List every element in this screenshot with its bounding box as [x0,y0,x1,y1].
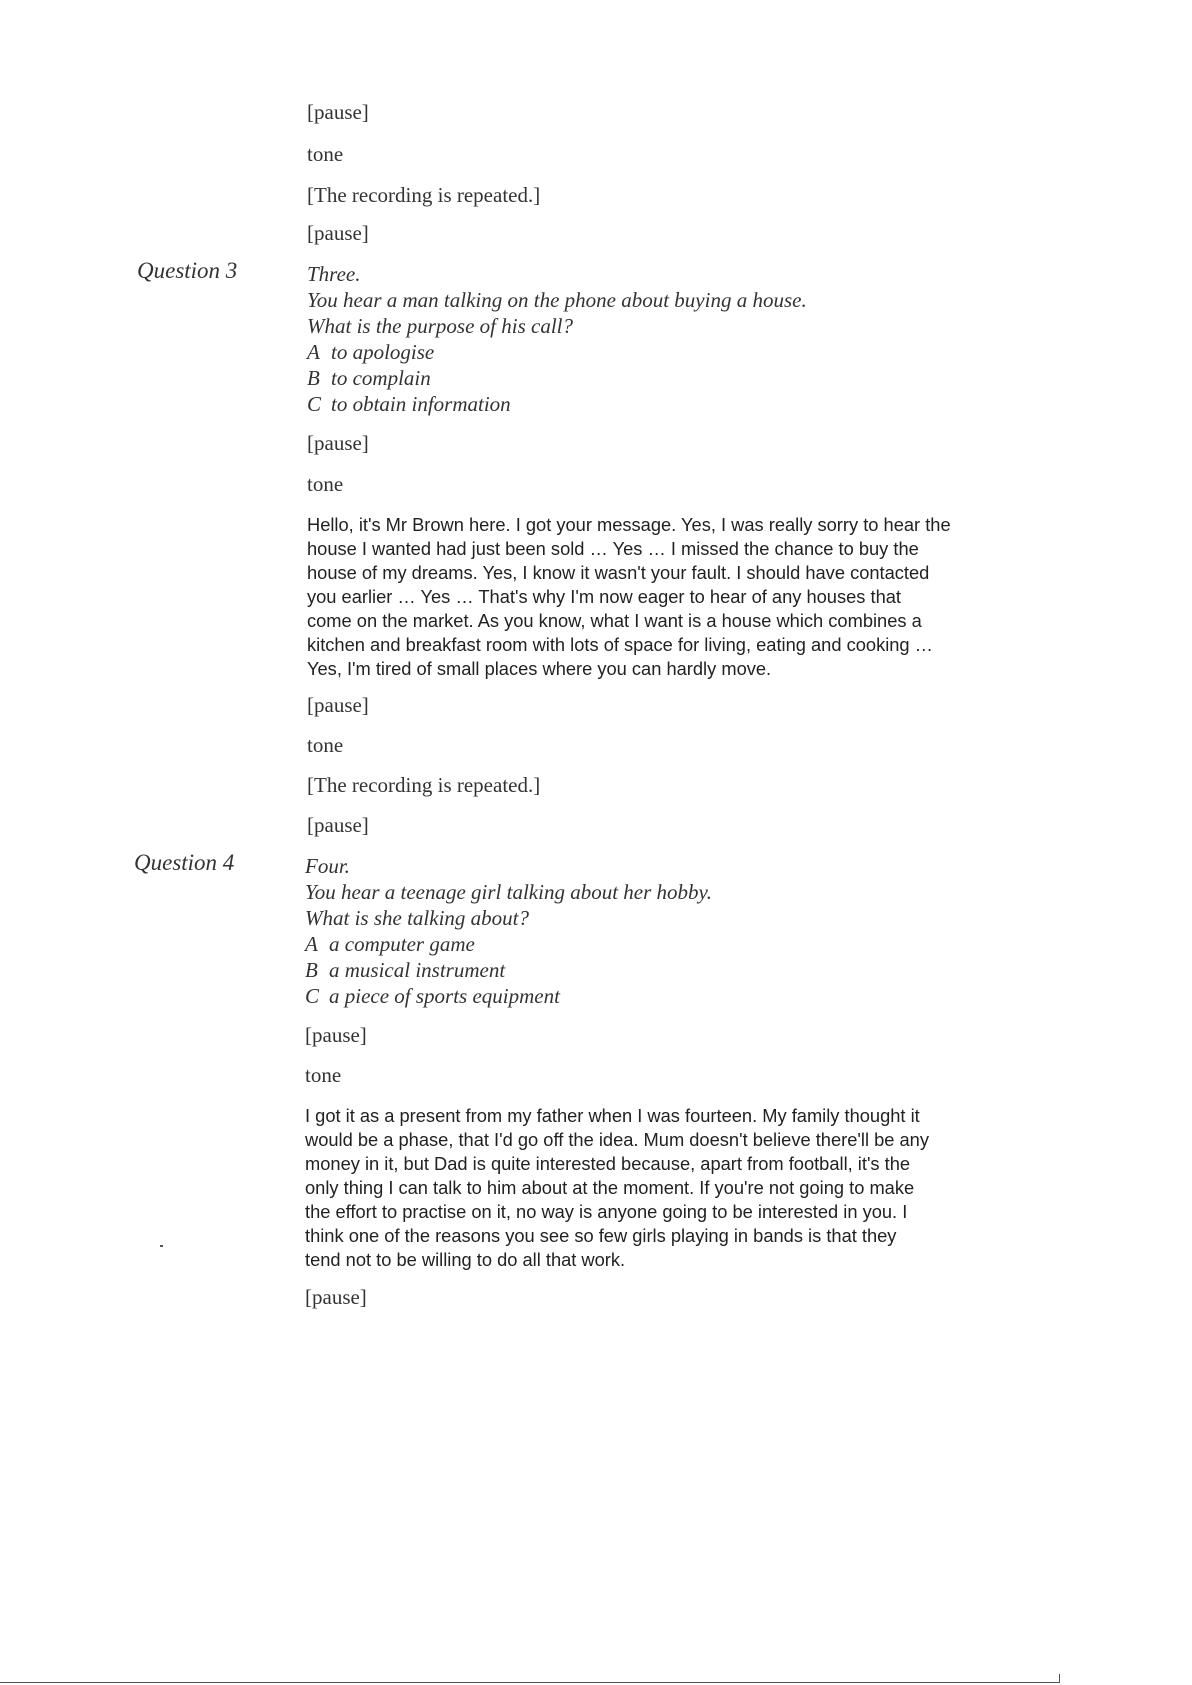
question-block [307,261,1007,417]
tone-marker: tone [307,733,344,757]
transcript-line: would be a phase, that I'd go off the idea. Mum doesn't believe there'll be any [305,1129,929,1150]
transcript-line: you earlier … Yes … That's why I'm now eager to hear of any houses that [307,586,901,607]
pause-marker: [pause] [307,813,369,837]
pause-marker: [pause] [307,100,369,124]
option-item [305,931,1005,957]
option-item [307,391,1007,417]
tone-marker: tone [305,1063,342,1087]
option-text: to apologise [331,340,435,364]
question-label: Question 4 [134,850,235,875]
question-prompt: What is she talking about? [305,906,529,930]
option-letter: B [305,958,318,982]
option-text: a computer game [329,932,475,956]
option-letter: C [307,392,322,416]
page-bottom-tick [1059,1674,1060,1683]
question-label: Question 3 [137,258,238,283]
option-text: a musical instrument [329,958,506,982]
question-prompt: What is the purpose of his call? [307,314,573,338]
transcript-line: tend not to be willing to do all that work. [305,1249,626,1270]
question-number: Four. [305,854,350,878]
option-text: a piece of sports equipment [329,984,560,1008]
transcript-line: the effort to practise on it, no way is anyone going to be interested in you. I [305,1201,908,1222]
pause-marker: [pause] [307,221,369,245]
option-letter: B [307,366,320,390]
question-block [305,853,1005,1009]
question-number: Three. [307,262,361,286]
option-item [307,365,1007,391]
pause-marker: [pause] [307,431,369,455]
option-letter: C [305,984,320,1008]
pause-marker: [pause] [305,1023,367,1047]
pause-marker: [pause] [307,693,369,717]
transcript-line: come on the market. As you know, what I want is a house which combines a [307,610,922,631]
transcript [307,513,1007,681]
transcript-line: kitchen and breakfast room with lots of space for living, eating and cooking … [307,634,933,655]
option-letter: A [307,340,320,364]
question-context: You hear a teenage girl talking about her hobby. [305,880,712,904]
transcript-line: think one of the reasons you see so few girls playing in bands is that they [305,1225,897,1246]
option-item [305,957,1005,983]
pause-marker: [pause] [305,1285,367,1309]
scan-speck [160,1245,163,1247]
option-text: to complain [331,366,431,390]
transcript-line: only thing I can talk to him about at the moment. If you're not going to make [305,1177,915,1198]
tone-marker: tone [307,142,344,166]
page-bottom-rule [0,1682,1060,1683]
option-text: to obtain information [331,392,511,416]
question-context: You hear a man talking on the phone about buying a house. [307,288,807,312]
option-item [305,983,1005,1009]
transcript [305,1104,1005,1272]
transcript-line: Yes, I'm tired of small places where you can hardly move. [307,658,772,679]
option-item [307,339,1007,365]
tone-marker: tone [307,472,344,496]
option-letter: A [305,932,318,956]
transcript-line: house of my dreams. Yes, I know it wasn't your fault. I should have contacted [307,562,930,583]
transcript-line: house I wanted had just been sold … Yes … I missed the chance to buy the [307,538,919,559]
transcript-line: money in it, but Dad is quite interested because, apart from football, it's the [305,1153,911,1174]
transcript-line: Hello, it's Mr Brown here. I got your message. Yes, I was really sorry to hear the [307,514,951,535]
repeat-note: [The recording is repeated.] [307,773,541,797]
repeat-note: [The recording is repeated.] [307,183,541,207]
transcript-line: I got it as a present from my father when I was fourteen. My family thought it [305,1105,920,1126]
